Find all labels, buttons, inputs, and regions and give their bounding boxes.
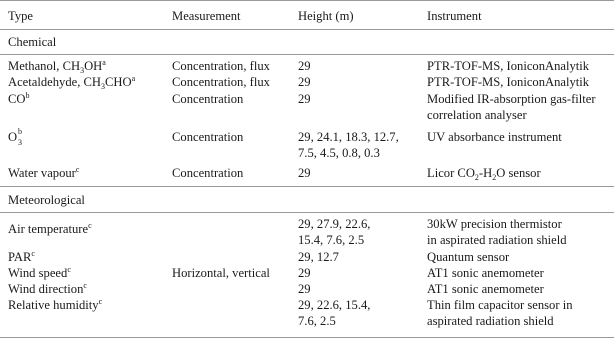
cell-height: 29, 27.9, 22.6, bbox=[298, 217, 371, 231]
cell-measurement: Concentration bbox=[172, 92, 244, 106]
cell-type: Air temperature$^c$ bbox=[8, 221, 92, 236]
cell-measurement: Concentration bbox=[172, 166, 244, 180]
cell-type: Methanol, $CH_3OH^a$ bbox=[8, 58, 106, 75]
cell-type: PAR$^c$ bbox=[8, 249, 35, 264]
table-bottom-rule bbox=[0, 337, 614, 338]
cell-height: 29 bbox=[298, 59, 311, 73]
cell-height-line2: 15.4, 7.6, 2.5 bbox=[298, 233, 365, 247]
cell-instrument: Licor $CO_2-H_2O$ sensor bbox=[427, 166, 541, 182]
header-type: Type bbox=[8, 9, 33, 23]
cell-type: O b 3 bbox=[8, 127, 22, 147]
section-chemical: Chemical bbox=[8, 35, 57, 49]
cell-height: 29 bbox=[298, 266, 311, 280]
cell-instrument: AT1 sonic anemometer bbox=[427, 266, 544, 280]
cell-type: Water vapour$^c$ bbox=[8, 165, 80, 180]
header-height: Height (m) bbox=[298, 9, 354, 23]
header-instrument: Instrument bbox=[427, 9, 482, 23]
section-chemical-rule bbox=[0, 54, 614, 55]
cell-instrument: Modified IR-absorption gas-filter bbox=[427, 92, 596, 106]
section-meteorological-rule bbox=[0, 212, 614, 213]
cell-instrument: AT1 sonic anemometer bbox=[427, 282, 544, 296]
cell-measurement: Horizontal, vertical bbox=[172, 266, 270, 280]
header-rule bbox=[0, 29, 614, 30]
cell-height: 29, 24.1, 18.3, 12.7, bbox=[298, 130, 399, 144]
cell-instrument: PTR-TOF-MS, IoniconAnalytik bbox=[427, 59, 590, 73]
cell-type: Acetaldehyde, $CH_3CHO^a$ bbox=[8, 74, 136, 91]
cell-height: 29 bbox=[298, 75, 311, 89]
cell-measurement: Concentration, flux bbox=[172, 75, 270, 89]
cell-instrument: UV absorbance instrument bbox=[427, 130, 562, 144]
section-rule bbox=[0, 186, 614, 187]
section-meteorological: Meteorological bbox=[8, 193, 85, 207]
cell-type: Wind direction$^c$ bbox=[8, 281, 87, 296]
header-measurement: Measurement bbox=[172, 9, 241, 23]
cell-instrument-line2: correlation analyser bbox=[427, 108, 527, 122]
cell-instrument: Quantum sensor bbox=[427, 250, 510, 264]
cell-type: Relative humidity$^c$ bbox=[8, 297, 103, 312]
cell-measurement: Concentration, flux bbox=[172, 59, 270, 73]
cell-height: 29 bbox=[298, 166, 311, 180]
cell-height: 29 bbox=[298, 92, 311, 106]
cell-measurement: Concentration bbox=[172, 130, 244, 144]
cell-height-line2: 7.5, 4.5, 0.8, 0.3 bbox=[298, 146, 380, 160]
cell-height: 29 bbox=[298, 282, 311, 296]
cell-instrument-line2: in aspirated radiation shield bbox=[427, 233, 567, 247]
cell-type: $CO^b$ bbox=[8, 91, 30, 106]
cell-height: 29, 22.6, 15.4, bbox=[298, 298, 371, 312]
cell-height: 29, 12.7 bbox=[298, 250, 339, 264]
cell-instrument: PTR-TOF-MS, IoniconAnalytik bbox=[427, 75, 590, 89]
table-top-rule bbox=[0, 0, 614, 1]
cell-instrument: Thin film capacitor sensor in bbox=[427, 298, 573, 312]
cell-instrument-line2: aspirated radiation shield bbox=[427, 314, 554, 328]
cell-type: Wind speed$^c$ bbox=[8, 265, 71, 280]
cell-instrument: 30kW precision thermistor bbox=[427, 217, 562, 231]
cell-height-line2: 7.6, 2.5 bbox=[298, 314, 336, 328]
